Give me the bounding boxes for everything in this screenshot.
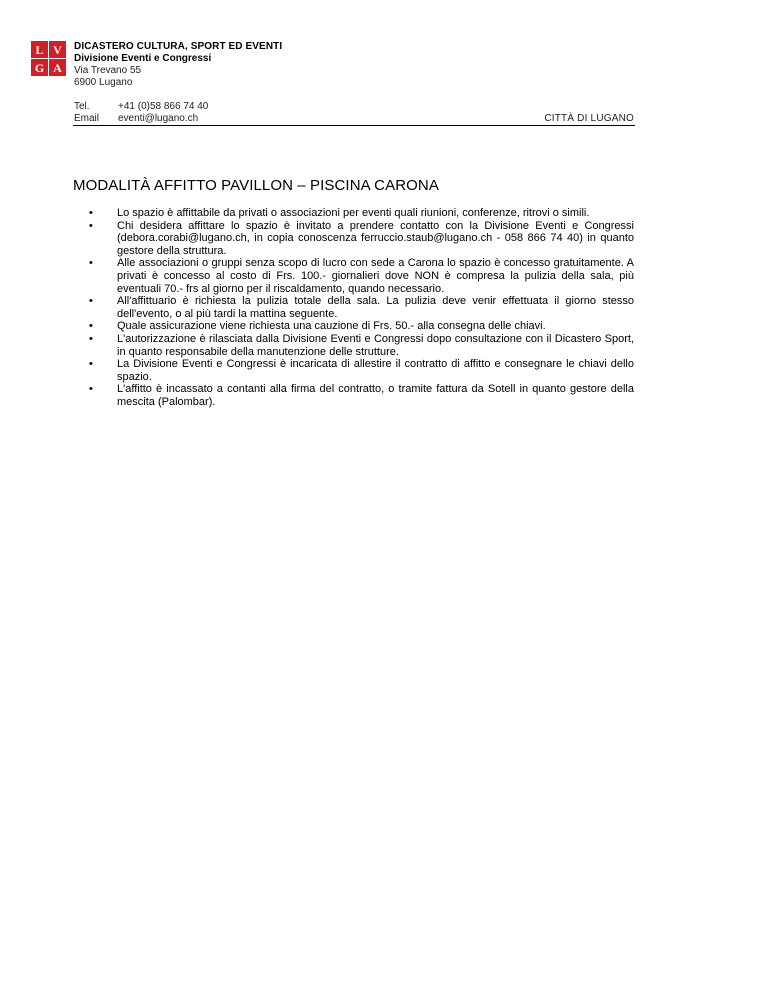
- tel-value: +41 (0)58 866 74 40: [118, 101, 209, 112]
- street-address: Via Trevano 55: [74, 65, 142, 76]
- list-item: [73, 220, 634, 258]
- bullet-icon: •: [89, 383, 93, 396]
- list-item-text: La Divisione Eventi e Congressi è incaricata di allestire il contratto di affitto e consegnare le chiavi dello spazio.: [117, 358, 634, 383]
- list-item-text: L'autorizzazione è rilasciata dalla Divisione Eventi e Congressi dopo consultazione con il Dicastero Sport, in quanto responsabile della manutenzione delle strutture.: [117, 332, 634, 358]
- bullet-icon: •: [89, 358, 93, 371]
- tel-label: Tel.: [74, 101, 90, 112]
- list-item-text: All'affittuario è richiesta la pulizia totale della sala. La pulizia deve venir effettuata il giorno stesso dell'evento, o al più tardi la mattina seguente.: [117, 295, 634, 320]
- email-label: Email: [74, 113, 100, 124]
- list-item-text: L'affitto è incassato a contanti alla firma del contratto, o tramite fattura da Sotell in quanto gestore della mescita (Palombar).: [117, 383, 634, 408]
- list-item: [73, 257, 634, 295]
- list-item-text: Alle associazioni o gruppi senza scopo di lucro con sede a Carona lo spazio è concesso gratuitamente. A privati è concesso al costo di Frs. 100.- giornalieri dove NON è compresa la pulizia della sala, più eventuali 70.- frs al giorno per il riscaldamento, quando necessario.: [117, 257, 634, 295]
- bullet-icon: •: [89, 207, 93, 219]
- header-divider: [73, 125, 635, 126]
- city-logo: [31, 41, 66, 76]
- list-item: [73, 207, 634, 220]
- bullet-icon: •: [89, 219, 93, 232]
- logo-letter-l: L: [31, 41, 48, 58]
- city-name: CITTÀ DI LUGANO: [544, 113, 634, 124]
- list-item-text: Chi desidera affittare lo spazio è invitato a prendere contatto con la Divisione Eventi e Congressi (debora.corabi@lugano.ch, in copia conoscenza ferruccio.staub@lugano.ch - 058 866 74 40) in quanto gestore della struttura.: [117, 219, 634, 257]
- bullet-icon: •: [89, 257, 93, 270]
- bullet-icon: •: [89, 295, 93, 308]
- list-item: [73, 358, 634, 383]
- document-title: MODALITÀ AFFITTO PAVILLON – PISCINA CARONA: [73, 177, 439, 194]
- bullet-icon: •: [89, 320, 93, 333]
- email-row: [74, 113, 208, 125]
- bullet-icon: •: [89, 332, 93, 345]
- email-value[interactable]: eventi@lugano.ch: [118, 113, 199, 124]
- list-item: [73, 333, 634, 358]
- contact-block: [74, 101, 208, 125]
- list-item-text: Lo spazio è affittabile da privati o associazioni per eventi quali riunioni, conferenze, ritrovi o simili.: [117, 207, 590, 219]
- city-zip: 6900 Lugano: [74, 77, 133, 88]
- list-item: [73, 383, 634, 408]
- logo-letter-g: G: [31, 59, 48, 76]
- tel-row: [74, 101, 208, 113]
- list-item-text: Quale assicurazione viene richiesta una cauzione di Frs. 50.- alla consegna delle chiavi.: [117, 320, 546, 333]
- logo-letter-a: A: [49, 59, 66, 76]
- letterhead: [74, 41, 282, 89]
- logo-letter-v: V: [49, 41, 66, 58]
- division-name: Divisione Eventi e Congressi: [74, 53, 212, 64]
- list-item: [73, 295, 634, 320]
- department-name: DICASTERO CULTURA, SPORT ED EVENTI: [74, 41, 283, 52]
- rules-list: [73, 207, 634, 409]
- list-item: [73, 320, 634, 333]
